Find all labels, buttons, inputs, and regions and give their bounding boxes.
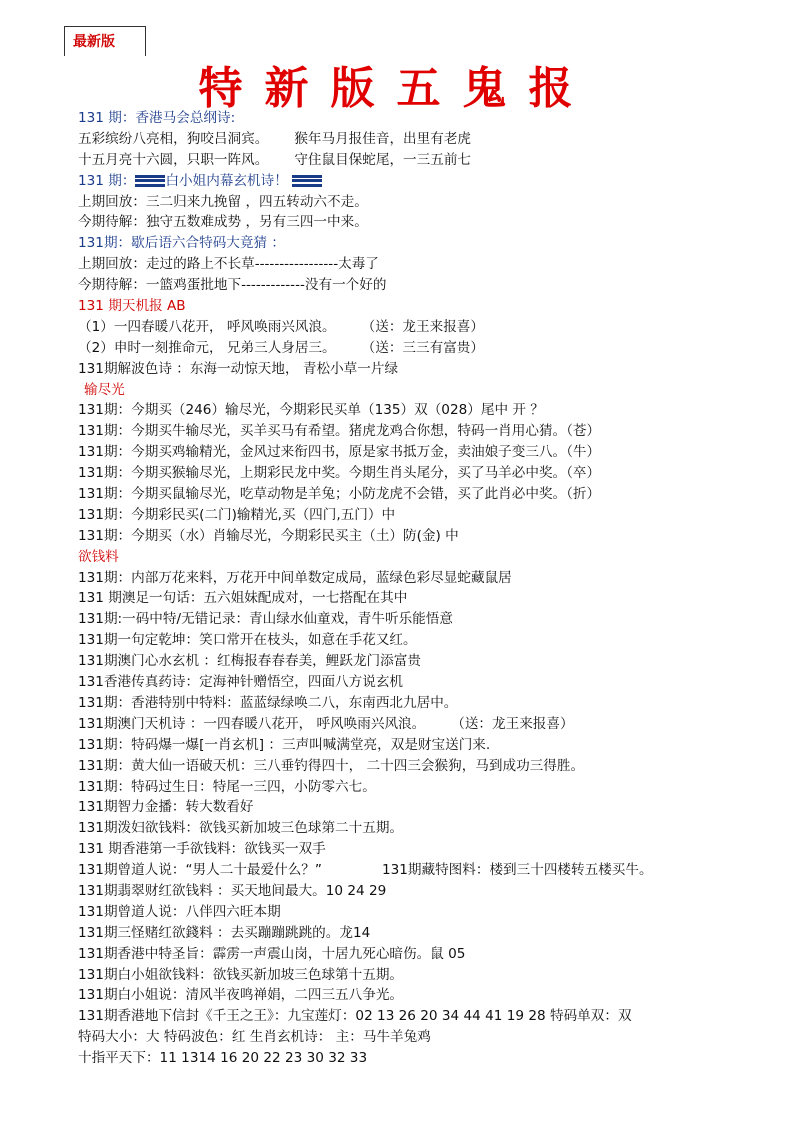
text-line [78, 714, 783, 735]
text-line: 131期香港中特圣旨：霹雳一声震山岗，十居九死心暗伤。鼠 05 [78, 945, 466, 962]
text-line: 今期待解：独守五数难成势 ，另有三四一中来。 [78, 214, 368, 231]
text-line: 131期：特码过生日：特尾一三四，小防零六七。 [78, 778, 376, 795]
text-segment: 131期澳门天机诗 ：一四春暖八花开， 呼风唤雨兴风浪。 [78, 715, 426, 732]
text-line: 上期回放：走过的路上不长草-----------------太毒了 [78, 256, 379, 273]
section-heading: 输尽光 [84, 381, 125, 398]
text-line: 131期：今期买牛输尽光，买羊买马有希望。猪虎龙鸡合你想，特码一肖用心猜。（苍） [78, 423, 601, 440]
version-badge: 最新版 [64, 26, 146, 56]
text-line: 131期：歇后语六合特码大竟猜 ： [78, 235, 285, 252]
text-line: 131期：今期买鼠输尽光，吃草动物是羊兔；小防龙虎不会错，买了此肖必中奖。（折） [78, 486, 601, 503]
text-line: 今期待解：一篮鸡蛋批地下-------------没有一个好的 [78, 277, 387, 294]
section-heading: 欲钱料 [78, 548, 119, 565]
text-line: 131期智力金播：转大数看好 [78, 799, 254, 816]
text-line: 131 期：香港马会总纲诗: [78, 110, 236, 126]
text-segment: 十五月亮十六圆，只职一阵风。 [78, 151, 269, 168]
text-line [78, 338, 783, 359]
text-line: 131期：今期买猴输尽光，上期彩民龙中奖。今期生肖头尾分，买了马羊必中奖。（卒） [78, 465, 601, 482]
text-line: 131期翡翠财红欲钱料 ：买天地间最大。10 24 29 [78, 882, 387, 899]
text-line [78, 171, 783, 192]
text-line: 上期回放：三二归来九挽留 ，四五转动六不走。 [78, 193, 368, 210]
text-line: 131期：今期彩民买(二门)输精光,买（四门,五门）中 [78, 506, 396, 523]
text-segment: （送：龙王来报喜） [451, 715, 574, 732]
text-line: 131期泼妇欲钱料：欲钱买新加坡三色球第二十五期。 [78, 820, 404, 837]
text-line: 131香港传真药诗：定海神针赠悟空，四面八方说玄机 [78, 674, 404, 691]
text-line: 131期三怪赌红欲錢料 ：去买蹦蹦跳跳的。龙14 [78, 924, 371, 941]
text-line: 131期：内部万花来料，万花开中间单数定成局，蓝绿色彩尽显蛇藏鼠居 [78, 569, 512, 586]
text-line: 131期：今期买（246）输尽光，今期彩民买单（135）双（028）尾中 开 ？ [78, 402, 544, 419]
text-line: 131 期香港第一手欲钱料：欲钱买一双手 [78, 841, 326, 858]
text-segment: 白小姐内幕玄机诗！ [165, 172, 288, 189]
text-segment: 131期藏特图料：楼到三十四楼转五楼买牛。 [381, 862, 653, 879]
text-segment: （送：三三有富贵） [361, 339, 484, 356]
text-line: 131期澳门心水玄机 ：红梅报春春春美，鲤跃龙门添富贵 [78, 653, 421, 670]
text-segment: 五彩缤纷八亮相，狗咬吕洞宾。 [78, 130, 269, 147]
text-line: 131期：黄大仙一语破天机：三八垂钓得四十， 二十四三会猴狗，马到成功三得胜。 [78, 757, 585, 774]
text-line: 131期：今期买鸡输精光，金风过来衔四书，原是家书抵万金，卖油娘子变三八。（牛） [78, 444, 601, 461]
text-line: 131期:一码中特/无错记录：青山绿水仙童戏，青牛听乐能悟意 [78, 611, 453, 628]
page-title: 特新版五鬼报 [198, 63, 595, 114]
document-body [78, 108, 783, 1069]
triple-bar-icon [292, 175, 322, 187]
section-heading: 131 期天机报 AB [78, 298, 186, 315]
text-line: 131 期澳足一句话：五六姐妹配成对，一七搭配在其中 [78, 590, 408, 607]
text-line: 131期白小姐说：清风半夜鸣禅娟，二四三五八争光。 [78, 987, 404, 1004]
text-line: 131期：特码爆一爆[一肖玄机] ：三声叫喊满堂亮，双是财宝送门来. [78, 736, 491, 753]
text-segment: 守住鼠目保蛇尾，一三五前七 [294, 151, 472, 168]
text-line: 十指平天下：11 1314 16 20 22 23 30 32 33 [78, 1050, 368, 1067]
text-line [78, 317, 783, 338]
text-segment: （2）申时一刻推命元， 兄弟三人身居三。 [78, 339, 336, 356]
text-line: 131期曾道人说：八伴四六旺本期 [78, 903, 281, 920]
text-line: 131期一句定乾坤：笑口常开在枝头，如意在手花又红。 [78, 632, 417, 649]
text-segment: （送：龙王来报喜） [361, 318, 484, 335]
text-line [78, 129, 783, 150]
text-line [78, 150, 783, 171]
text-line [78, 860, 783, 881]
text-segment: 131 期： [78, 172, 136, 189]
triple-bar-icon [135, 175, 165, 187]
text-segment: 131期曾道人说：“男人二十最爱什么？” [78, 862, 322, 879]
text-line: 131期：今期买（水）肖输尽光，今期彩民买主（土）防(金) 中 [78, 527, 459, 544]
text-line: 特码大小：大 特码波色：红 生肖玄机诗： 主：马牛羊兔鸡 [78, 1029, 431, 1046]
text-line: 131期白小姐欲钱料：欲钱买新加坡三色球第十五期。 [78, 966, 404, 983]
text-line: 131期：香港特别中特料：蓝蓝绿绿唤二八，东南西北九居中。 [78, 694, 458, 711]
text-line: 131期解波色诗 ：东海一动惊天地， 青松小草一片绿 [78, 360, 399, 377]
text-segment: 猴年马月报佳音，出里有老虎 [294, 130, 472, 147]
text-segment: （1）一四春暖八花开， 呼风唤雨兴风浪。 [78, 318, 336, 335]
text-line: 131期香港地下信封《千王之王》：九宝莲灯：02 13 26 20 34 44 41 19 28 特码单双：双 [78, 1008, 632, 1025]
